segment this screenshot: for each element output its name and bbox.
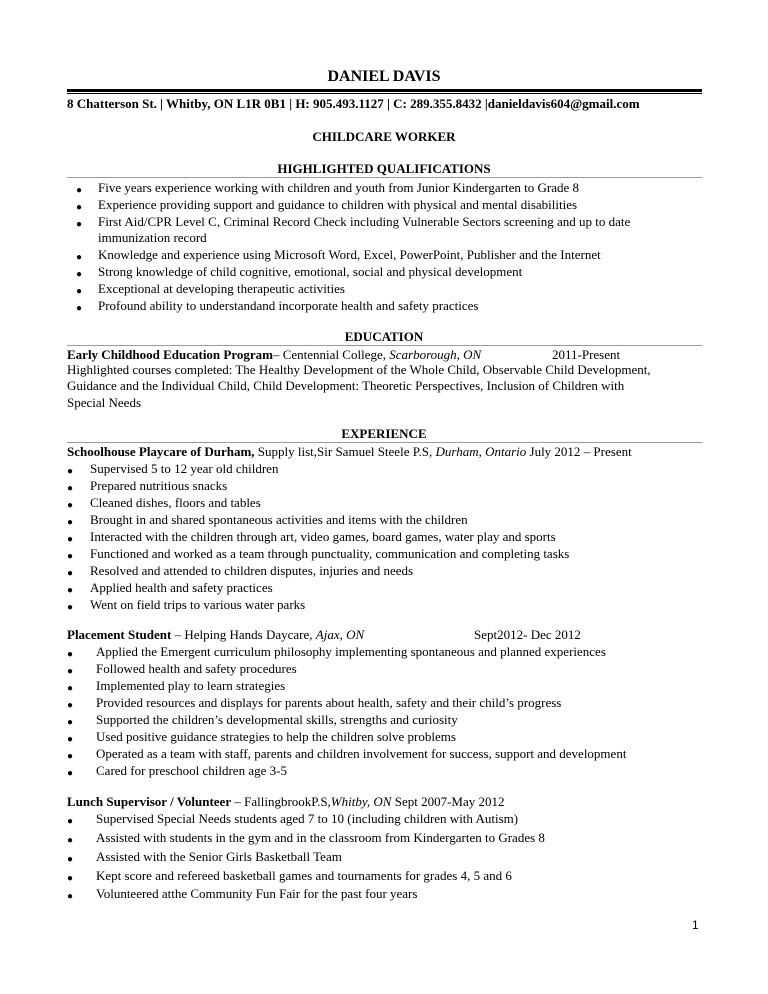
job-header xyxy=(67,794,505,810)
education-rule xyxy=(67,345,702,346)
header-rule-thin xyxy=(67,93,702,94)
qualification-item: Knowledge and experience using Microsoft Word, Excel, PowerPoint, Publisher and the Internet xyxy=(98,247,601,262)
bullet-icon: ● xyxy=(67,768,74,779)
job-duty: Supervised Special Needs students aged 7 to 10 (including children with Autism) xyxy=(96,811,519,826)
job-detail: Supply list,Sir Samuel Steele P.S, xyxy=(254,444,436,459)
qualification-item: Profound ability to understandand incorporate health and safety practices xyxy=(98,298,479,313)
bullet-icon: ● xyxy=(76,202,83,213)
job-duty: Applied the Emergent curriculum philosophy implementing spontaneous and planned experiences xyxy=(96,644,606,659)
job-location: Durham, Ontario xyxy=(435,444,527,459)
job-detail: – FallingbrookP.S, xyxy=(231,794,331,809)
bullet-icon: ● xyxy=(67,873,74,884)
job-duty: Supervised 5 to 12 year old children xyxy=(90,461,279,476)
job-detail: – Helping Hands Daycare, xyxy=(171,627,316,642)
job-duty: Interacted with the children through art, video games, board games, water play and sports xyxy=(90,529,556,544)
education-courses-line: Special Needs xyxy=(67,395,142,410)
bullet-icon: ● xyxy=(76,252,83,263)
job-duty: Kept score and refereed basketball games and tournaments for grades 4, 5 and 6 xyxy=(96,868,512,883)
experience-heading: EXPERIENCE xyxy=(341,426,427,441)
bullet-icon: ● xyxy=(67,666,74,677)
bullet-icon: ● xyxy=(76,185,83,196)
bullet-icon: ● xyxy=(67,517,74,528)
job-duty: Cleaned dishes, floors and tables xyxy=(90,495,261,510)
education-courses-line: Highlighted courses completed: The Healthy Development of the Whole Child, Observable Child Development, xyxy=(67,362,651,377)
bullet-icon: ● xyxy=(67,891,74,902)
qualification-item-continuation: immunization record xyxy=(98,230,207,245)
bullet-icon: ● xyxy=(67,717,74,728)
bullet-icon: ● xyxy=(67,751,74,762)
job-duty: Followed health and safety procedures xyxy=(96,661,297,676)
job-duty: Brought in and shared spontaneous activities and items with the children xyxy=(90,512,468,527)
bullet-icon: ● xyxy=(67,551,74,562)
qualifications-heading: HIGHLIGHTED QUALIFICATIONS xyxy=(277,161,491,176)
bullet-icon: ● xyxy=(67,816,74,827)
contact-line: 8 Chatterson St. | Whitby, ON L1R 0B1 | H: 905.493.1127 | C: 289.355.8432 |danieldavis604@gmail.com xyxy=(67,96,640,111)
bullet-icon: ● xyxy=(76,286,83,297)
candidate-name: DANIEL DAVIS xyxy=(327,68,441,85)
bullet-icon: ● xyxy=(76,303,83,314)
education-heading: EDUCATION xyxy=(344,329,424,344)
bullet-icon: ● xyxy=(67,700,74,711)
bullet-icon: ● xyxy=(67,835,74,846)
bullet-icon: ● xyxy=(67,500,74,511)
job-duty: Operated as a team with staff, parents and children involvement for success, support and development xyxy=(96,746,627,761)
job-header xyxy=(67,444,632,460)
job-organization: Placement Student xyxy=(67,627,172,642)
job-duty: Provided resources and displays for parents about health, safety and their child’s progress xyxy=(96,695,562,710)
job-duty: Applied health and safety practices xyxy=(90,580,273,595)
job-location: Whitby, ON xyxy=(330,794,392,809)
bullet-icon: ● xyxy=(67,649,74,660)
job-duty: Prepared nutritious snacks xyxy=(90,478,228,493)
qualifications-rule xyxy=(67,177,702,178)
qualification-item: First Aid/CPR Level C, Criminal Record Check including Vulnerable Sectors screening and up to date xyxy=(98,214,631,229)
job-duty: Volunteered atthe Community Fun Fair for the past four years xyxy=(96,886,418,901)
job-header xyxy=(67,627,364,643)
bullet-icon: ● xyxy=(67,683,74,694)
qualification-item: Exceptional at developing therapeutic activities xyxy=(98,281,345,296)
job-duty: Used positive guidance strategies to help the children solve problems xyxy=(96,729,456,744)
education-location: Scarborough, ON xyxy=(389,347,482,362)
header-rule-thick xyxy=(67,89,702,92)
bullet-icon: ● xyxy=(67,602,74,613)
education-entry xyxy=(67,347,481,363)
qualification-item: Experience providing support and guidance to children with physical and mental disabilities xyxy=(98,197,578,212)
education-school: – Centennial College, xyxy=(272,347,390,362)
bullet-icon: ● xyxy=(67,568,74,579)
job-duty: Went on field trips to various water parks xyxy=(90,597,306,612)
bullet-icon: ● xyxy=(76,219,83,230)
job-organization: Lunch Supervisor / Volunteer xyxy=(67,794,232,809)
job-duty: Assisted with students in the gym and in the classroom from Kindergarten to Grades 8 xyxy=(96,830,545,845)
job-duty: Supported the children’s developmental skills, strengths and curiosity xyxy=(96,712,458,727)
qualification-item: Strong knowledge of child cognitive, emotional, social and physical development xyxy=(98,264,523,279)
bullet-icon: ● xyxy=(67,534,74,545)
bullet-icon: ● xyxy=(67,466,74,477)
bullet-icon: ● xyxy=(67,854,74,865)
education-courses-line: Guidance and the Individual Child, Child Development: Theoretic Perspectives, Inclusion of Children with xyxy=(67,378,625,393)
bullet-icon: ● xyxy=(67,483,74,494)
job-dates: Sept 2007-May 2012 xyxy=(391,794,505,809)
job-organization: Schoolhouse Playcare of Durham, xyxy=(67,444,255,459)
job-location: Ajax, ON xyxy=(315,627,365,642)
job-duty: Functioned and worked as a team through punctuality, communication and completing tasks xyxy=(90,546,570,561)
position-title: CHILDCARE WORKER xyxy=(312,129,456,144)
job-duty: Assisted with the Senior Girls Basketball Team xyxy=(96,849,342,864)
page-number: 1 xyxy=(692,918,699,932)
bullet-icon: ● xyxy=(67,734,74,745)
job-dates: Sept2012- Dec 2012 xyxy=(474,627,581,642)
experience-rule xyxy=(67,442,702,443)
qualification-item: Five years experience working with children and youth from Junior Kindergarten to Grade 8 xyxy=(98,180,579,195)
education-program: Early Childhood Education Program xyxy=(67,347,273,362)
job-duty: Resolved and attended to children disputes, injuries and needs xyxy=(90,563,414,578)
bullet-icon: ● xyxy=(67,585,74,596)
job-duty: Implemented play to learn strategies xyxy=(96,678,286,693)
job-duty: Cared for preschool children age 3-5 xyxy=(96,763,287,778)
bullet-icon: ● xyxy=(76,269,83,280)
job-dates: July 2012 – Present xyxy=(526,444,632,459)
education-dates: 2011-Present xyxy=(552,347,621,362)
